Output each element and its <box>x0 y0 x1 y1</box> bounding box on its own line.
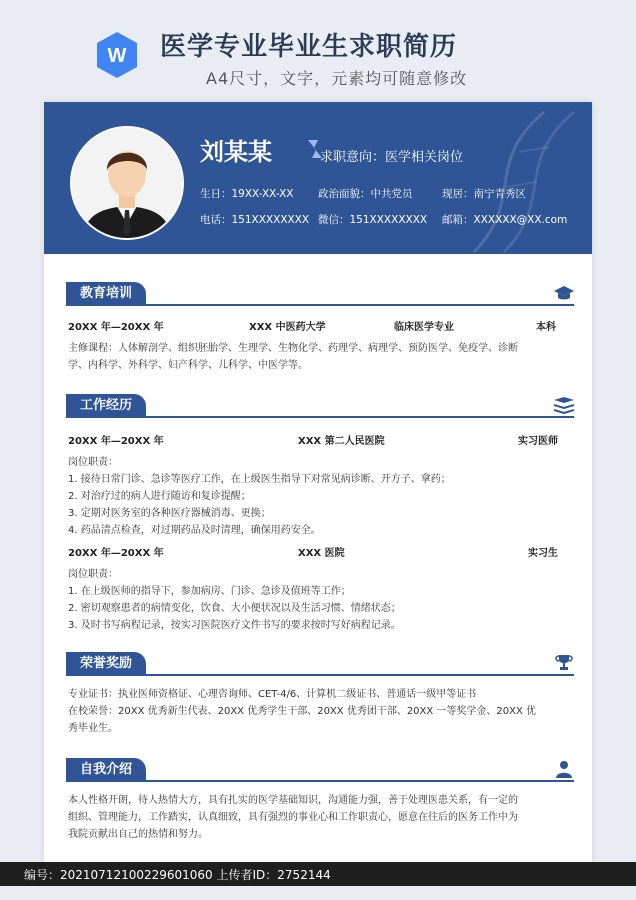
resume-header <box>44 102 592 254</box>
divider <box>66 780 574 782</box>
wechat-info: 微信：151XXXXXXXX <box>318 214 428 226</box>
job-intent: 求职意向：医学相关岗位 <box>320 150 464 165</box>
resume-paper <box>44 102 592 862</box>
job-role: 实习生 <box>528 548 558 559</box>
residence-info: 现居：南宁青秀区 <box>442 188 526 200</box>
candidate-name: 刘某某 <box>200 138 272 166</box>
dna-decoration-icon <box>464 102 592 254</box>
job-role: 实习医师 <box>518 436 558 447</box>
banner-title: 医学专业毕业生求职简历 <box>160 32 458 62</box>
phone-info: 电话：151XXXXXXXX <box>200 214 310 226</box>
trophy-icon <box>554 654 574 672</box>
birth-info: 生日：19XX-XX-XX <box>200 188 294 200</box>
avatar <box>70 126 184 240</box>
section-title: 自我介绍 <box>66 758 146 782</box>
divider <box>66 304 574 306</box>
job-period: 20XX 年—20XX 年 <box>68 548 164 559</box>
divider <box>66 674 574 676</box>
honors-text: 专业证书：执业医师资格证、心理咨询师、CET-4/6、计算机二级证书、普通话一级甲等证书 在校荣誉：20XX 优秀新生代表、20XX 优秀学生干部、20XX 优秀团干部、20XX 一等奖学金、20XX 优 秀毕业生。 <box>68 689 537 734</box>
graduation-cap-icon <box>554 284 574 302</box>
layers-icon <box>554 396 574 414</box>
user-icon <box>554 760 574 778</box>
edu-school: XXX 中医药大学 <box>249 322 326 333</box>
banner-subtitle: A4尺寸，文字，元素均可随意修改 <box>206 69 468 88</box>
section-about <box>66 758 574 784</box>
job-duties: 岗位职责： 1. 接待日常门诊、急诊等医疗工作，在上级医生指导下对常见病诊断、开方子、拿药； 2. 对治疗过的病人进行随访和复诊提醒； 3. 定期对医务室的各种医疗器械消毒、更换； 4. 药品清点检查，对过期药品及时清理，确保用药安全。 <box>68 457 451 536</box>
footer-bar <box>0 862 636 886</box>
edu-degree: 本科 <box>536 322 556 333</box>
edu-major: 临床医学专业 <box>394 322 454 333</box>
section-work <box>66 394 574 420</box>
section-title: 教育培训 <box>66 282 146 306</box>
section-honors <box>66 652 574 678</box>
politics-info: 政治面貌：中共党员 <box>318 188 413 200</box>
divider <box>66 416 574 418</box>
svg-text:W: W <box>107 45 127 67</box>
section-title: 荣誉奖励 <box>66 652 146 676</box>
job-period: 20XX 年—20XX 年 <box>68 436 164 447</box>
edu-period: 20XX 年—20XX 年 <box>68 322 164 333</box>
footer-text: 编号：20210712100229601060 上传者ID：2752144 <box>24 868 331 882</box>
wps-logo <box>92 30 142 80</box>
job-org: XXX 医院 <box>298 548 345 559</box>
job-org: XXX 第二人民医院 <box>298 436 385 447</box>
section-title: 工作经历 <box>66 394 146 418</box>
job-duties: 岗位职责： 1. 在上级医师的指导下，参加病房、门诊、急诊及值班等工作； 2. 密切观察患者的病情变化，饮食、大小便状况以及生活习惯、情绪状态； 3. 及时书写病程记录，按实习医院医疗文件书写的要求按时写好病程记录。 <box>68 569 401 631</box>
edu-courses: 主修课程：人体解剖学、组织胚胎学、生理学、生物化学、药理学、病理学、预防医学、免疫学、诊断 学、内科学、外科学、妇产科学、儿科学、中医学等。 <box>68 343 518 371</box>
section-education <box>66 282 574 308</box>
about-text: 本人性格开朗，待人热情大方，具有扎实的医学基础知识，沟通能力强，善于处理医患关系，有一定的 组织、管理能力，工作踏实，认真细致，具有强烈的事业心和工作职责心，愿意在往后的医务工作中为 我院贡献出自己的热情和努力。 <box>68 795 518 840</box>
email-info: 邮箱：XXXXXX@XX.com <box>442 214 568 226</box>
